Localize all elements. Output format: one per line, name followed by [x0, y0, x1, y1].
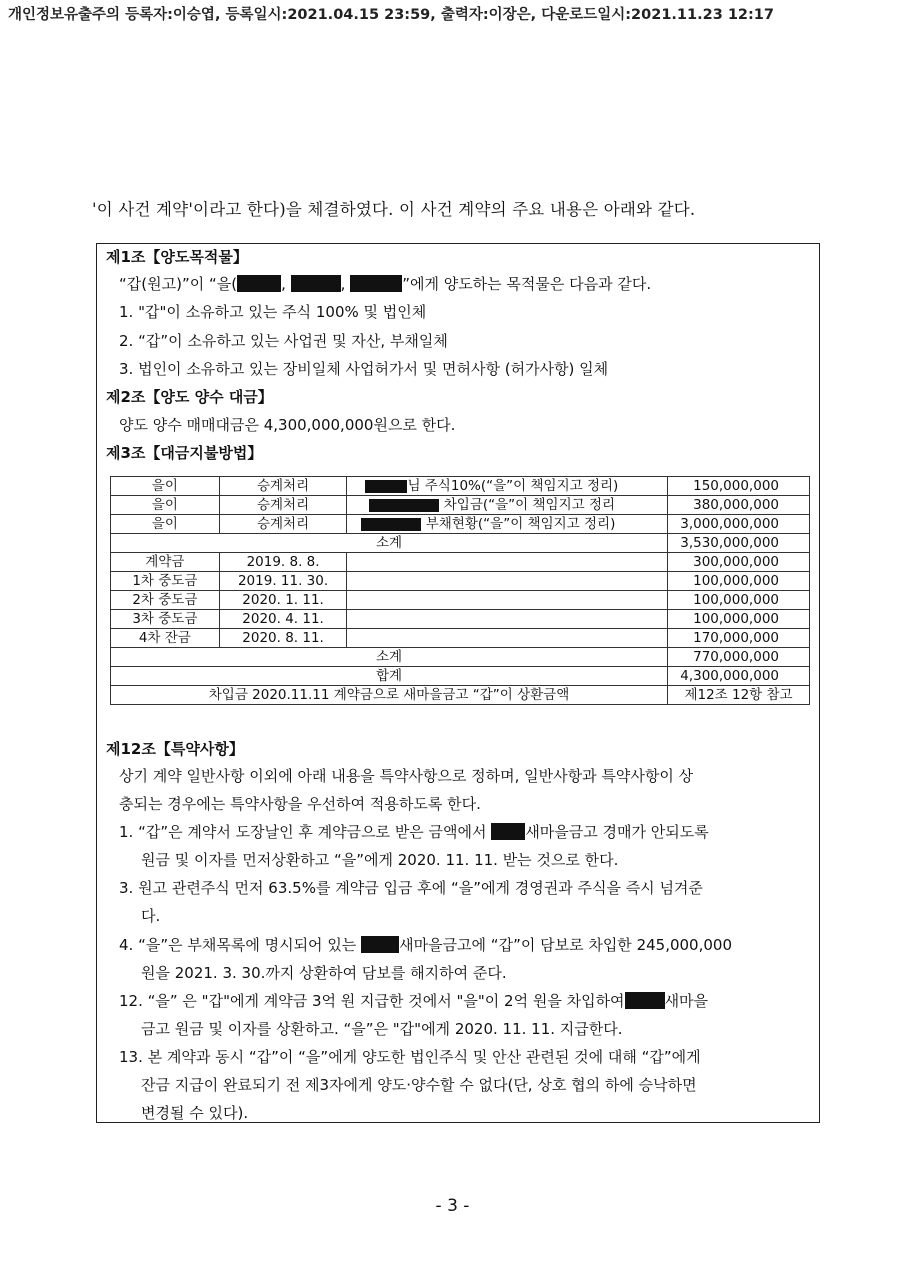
redaction — [625, 992, 665, 1009]
table-row: 합계 4,300,000,000 — [111, 667, 810, 686]
article-1-lead: “갑(원고)”이 “을( , , ”에게 양도하는 목적물은 다음과 같다. — [119, 275, 652, 293]
article-12-item: 3. 원고 관련주식 먼저 63.5%를 계약금 입금 후에 “을”에게 경영권과 주식을 즉시 넘겨준 — [119, 879, 703, 897]
table-row: 계약금 2019. 8. 8. 300,000,000 — [111, 553, 810, 572]
redaction — [365, 480, 407, 493]
article-1-item: 2. “갑”이 소유하고 있는 사업권 및 자산, 부채일체 — [119, 332, 448, 350]
table-row: 3차 중도금 2020. 4. 11. 100,000,000 — [111, 610, 810, 629]
article-12-text: 상기 계약 일반사항 이외에 아래 내용을 특약사항으로 정하며, 일반사항과 특약사항이 상 — [119, 767, 694, 785]
article-12-text: 충되는 경우에는 특약사항을 우선하여 적용하도록 한다. — [119, 795, 481, 813]
print-watermark-header: 개인정보유출주의 등록자:이승엽, 등록일시:2021.04.15 23:59, 출력자:이장은, 다운로드일시:2021.11.23 12:17 — [8, 7, 774, 23]
article-3-title: 제3조【대금지불방법】 — [106, 444, 263, 462]
redaction — [491, 823, 525, 840]
table-row: 을이 승계처리 차입금(“을”이 책임지고 정리 380,000,000 — [111, 496, 810, 515]
article-12-text: 다. — [141, 907, 161, 925]
table-row: 을이 승계처리 부채현황(“을”이 책임지고 정리) 3,000,000,000 — [111, 515, 810, 534]
article-12-title: 제12조【특약사항】 — [106, 740, 244, 758]
contract-box — [96, 243, 820, 1123]
article-12-text: 금고 원금 및 이자를 상환하고. “을”은 "갑"에게 2020. 11. 11. 지급한다. — [141, 1020, 623, 1038]
table-row: 을이 승계처리 님 주식10%(“을”이 책임지고 정리) 150,000,000 — [111, 477, 810, 496]
article-12-text: 원금 및 이자를 먼저상환하고 “을”에게 2020. 11. 11. 받는 것으로 한다. — [141, 851, 619, 869]
redaction — [361, 936, 399, 953]
redaction — [350, 275, 402, 292]
table-row: 소계 3,530,000,000 — [111, 534, 810, 553]
article-12-text: 잔금 지급이 완료되기 전 제3자에게 양도·양수할 수 없다(단, 상호 협의 하에 승낙하면 — [141, 1076, 697, 1094]
redaction — [361, 518, 421, 531]
article-12-text: 변경될 수 있다). — [141, 1104, 249, 1122]
article-12-item: 13. 본 계약과 동시 “갑”이 “을”에게 양도한 법인주식 및 안산 관련된 것에 대해 “갑”에게 — [119, 1048, 701, 1066]
article-12-item: 1. “갑”은 계약서 도장날인 후 계약금으로 받은 금액에서 새마을금고 경매가 안되도록 — [119, 823, 709, 841]
article-1-item: 3. 법인이 소유하고 있는 장비일체 사업허가서 및 면허사항 (허가사항) 일체 — [119, 360, 609, 378]
article-12-item: 12. “을” 은 "갑"에게 계약금 3억 원 지급한 것에서 "을"이 2억 원을 차입하여 새마을 — [119, 992, 709, 1010]
article-2-text: 양도 양수 매매대금은 4,300,000,000원으로 한다. — [119, 416, 456, 434]
redaction — [237, 275, 281, 292]
table-row: 2차 중도금 2020. 1. 11. 100,000,000 — [111, 591, 810, 610]
page-number: - 3 - — [435, 1196, 470, 1216]
intro-sentence: '이 사건 계약'이라고 한다)을 체결하였다. 이 사건 계약의 주요 내용은 아래와 같다. — [92, 200, 696, 219]
article-1-item: 1. "갑"이 소유하고 있는 주식 100% 및 법인체 — [119, 303, 427, 321]
payment-table — [110, 476, 810, 705]
table-row: 차입금 2020.11.11 계약금으로 새마을금고 “갑”이 상환금액 제12조 12항 참고 — [111, 686, 810, 705]
table-row: 소계 770,000,000 — [111, 648, 810, 667]
article-1-title: 제1조【양도목적물】 — [106, 248, 248, 266]
redaction — [291, 275, 341, 292]
table-row: 1차 중도금 2019. 11. 30. 100,000,000 — [111, 572, 810, 591]
article-12-text: 원을 2021. 3. 30.까지 상환하여 담보를 해지하여 준다. — [141, 964, 507, 982]
table-row: 4차 잔금 2020. 8. 11. 170,000,000 — [111, 629, 810, 648]
article-2-title: 제2조【양도 양수 대금】 — [106, 388, 273, 406]
redaction — [369, 499, 439, 512]
article-12-item: 4. “을”은 부채목록에 명시되어 있는 새마을금고에 “갑”이 담보로 차입한 245,000,000 — [119, 936, 732, 954]
